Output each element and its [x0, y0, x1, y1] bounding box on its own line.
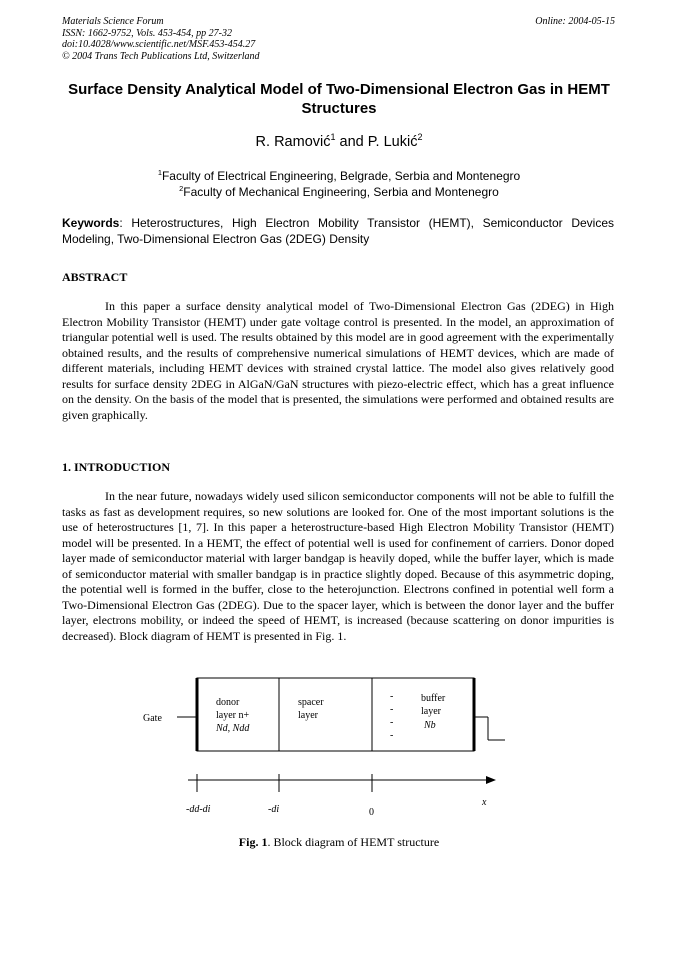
- electron-mark-4: -: [390, 730, 394, 741]
- author-1-sup: 1: [330, 132, 336, 143]
- introduction-heading: 1. INTRODUCTION: [62, 460, 171, 474]
- affiliation-2: [62, 185, 616, 199]
- gate-label: Gate: [143, 713, 162, 724]
- tick-label-dd-di: -dd-di: [186, 804, 211, 815]
- x-axis-label: x: [482, 797, 487, 808]
- donor-label-2: layer n+: [216, 710, 250, 721]
- journal-doi: doi:10.4028/www.scientific.net/MSF.453-454.27: [62, 39, 256, 50]
- abstract-heading: ABSTRACT: [62, 270, 128, 284]
- keywords: [62, 216, 614, 247]
- author-2: P. Lukić: [367, 134, 418, 150]
- caption-label: Fig. 1: [238, 835, 268, 849]
- electron-mark-3: -: [390, 717, 394, 728]
- affiliation-1: [62, 169, 616, 183]
- abstract-paragraph: In this paper a surface density analytical model of Two-Dimensional Electron Gas (2DEG) in High Electron Mobility Transistor (HEMT) under gate voltage control is presented. In the model, an approximation of triangular potential well is used. The results obtained by this model are in good agreement with the experimentally obtained results, and the results of comprehensive numerical simulations of HEMT devices, which are made of different materials, including HEMT devices with strained crystal lattice. The model also gives relatively good results for surface density 2DEG in AlGaN/GaN structures with piezo-electric effect, which has a great influence on the density. On the basis of the model that is presented, the simulations were performed and obtained results are given graphically.: [62, 299, 614, 422]
- electron-mark-1: -: [390, 691, 394, 702]
- paper-title: Surface Density Analytical Model of Two-Dimensional Electron Gas in HEMT Structures: [68, 81, 610, 117]
- authors-and: and: [335, 134, 368, 150]
- donor-label-3: Nd, Ndd: [216, 723, 250, 734]
- hemt-block-diagram: [0, 668, 678, 828]
- journal-issn: ISSN: 1662-9752, Vols. 453-454, pp 27-32: [62, 27, 232, 39]
- donor-label-1: donor: [216, 697, 240, 708]
- spacer-label-2: layer: [298, 710, 318, 721]
- caption-text: . Block diagram of HEMT structure: [267, 835, 440, 849]
- affiliation-2-sup: 2: [179, 184, 184, 193]
- affiliation-2-text: Faculty of Mechanical Engineering, Serbia and Montenegro: [183, 185, 499, 199]
- introduction-paragraph: In the near future, nowadays widely used silicon semiconductor components will not be able to fulfill the tasks as fast as development requires, so new solutions are looked for. One of the most important solutions is the use of heterostructures [1, 7]. In this paper a heterostructure-based High Electron Mobility Transistor (HEMT) model will be presented. In a HEMT, the effect of potential well is used for confinement of carriers. Donor doped layer made of semiconductor material with larger bandgap is heavily doped, while the buffer layer, which is made of semiconductor material with smaller bandgap is in practice slightly doped. Because of this asymmetric doping, the potential well is formed in the buffer, close to the heterojunction. Electrons confined in potential well form a Two-Dimensional Electron Gas (2DEG). Due to the spacer layer, which is between the donor layer and the buffer layer, electrons mobility, or indeed the speed of HEMT, is increased (because scattering on donor impurities is decreased). Block diagram of HEMT is presented in Fig. 1.: [62, 489, 614, 643]
- tick-label-zero: 0: [369, 807, 374, 818]
- tick-label-di: -di: [268, 804, 280, 815]
- author-2-sup: 2: [417, 132, 423, 143]
- buffer-label-2: layer: [421, 706, 441, 717]
- affiliation-1-sup: 1: [157, 168, 162, 177]
- electron-mark-2: -: [390, 704, 394, 715]
- keywords-text: : Heterostructures, High Electron Mobility Transistor (HEMT), Semiconductor Devices Modeling, Two-Dimensional Electron Gas (2DEG) Density: [62, 216, 614, 246]
- authors-line: [62, 134, 616, 150]
- keywords-label: Keywords: [62, 216, 120, 230]
- spacer-label-1: spacer: [298, 697, 324, 708]
- affiliation-1-text: Faculty of Electrical Engineering, Belgrade, Serbia and Montenegro: [161, 169, 521, 183]
- buffer-label-3: Nb: [424, 720, 436, 731]
- x-axis-arrow: [486, 776, 496, 784]
- journal-header: [62, 16, 260, 62]
- figure-caption: [0, 835, 678, 850]
- journal-name: Materials Science Forum: [62, 16, 164, 27]
- buffer-label-1: buffer: [421, 693, 446, 704]
- journal-copyright: © 2004 Trans Tech Publications Ltd, Switzerland: [62, 50, 260, 62]
- online-date: Online: 2004-05-15: [535, 16, 615, 27]
- author-1: R. Ramović: [255, 134, 331, 150]
